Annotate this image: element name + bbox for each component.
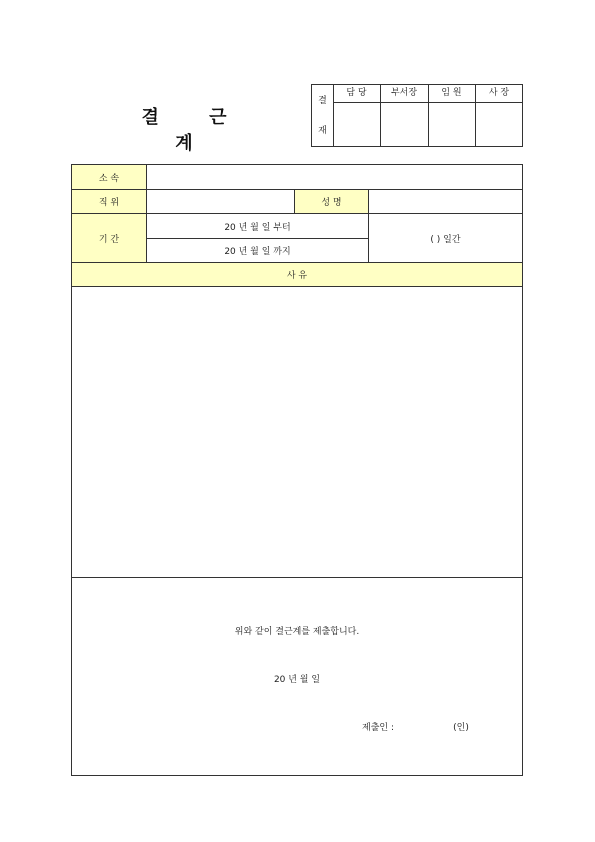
- approval-side-label-top: 결: [318, 96, 327, 106]
- approval-header-dept-head: 부서장: [390, 88, 418, 98]
- position-field[interactable]: [147, 190, 294, 213]
- position-label: 직 위: [72, 190, 146, 213]
- affiliation-field[interactable]: [147, 165, 522, 189]
- period-from-field[interactable]: 20 년 월 일 부터: [224, 222, 291, 233]
- approval-side-label-bottom: 재: [318, 126, 327, 136]
- period-to-field[interactable]: 20 년 월 일 까지: [224, 247, 291, 257]
- affiliation-label: 소 속: [72, 165, 146, 189]
- statement-text: 위와 같이 결근계를 제출합니다.: [234, 626, 360, 637]
- days-count-field[interactable]: ( ) 일간: [430, 234, 461, 245]
- reason-field[interactable]: [72, 287, 522, 577]
- submitter-label: 제출인 :: [362, 722, 394, 733]
- approval-sign-president[interactable]: [476, 103, 523, 146]
- approval-box: [311, 84, 523, 147]
- absence-form: [71, 164, 523, 776]
- seal-mark: (인): [453, 722, 469, 733]
- period-label: 기 간: [72, 214, 146, 262]
- approval-sign-dept-head[interactable]: [381, 103, 428, 146]
- document-title: 결 근 계: [141, 107, 249, 154]
- approval-header-president: 사 장: [488, 88, 510, 98]
- name-field[interactable]: [369, 190, 522, 213]
- date-line: 20 년 월 일: [273, 674, 321, 685]
- approval-sign-executive[interactable]: [429, 103, 475, 146]
- approval-header-staff: 담 당: [346, 88, 367, 98]
- name-label: 성 명: [295, 190, 368, 213]
- approval-header-executive: 임 원: [441, 88, 462, 98]
- reason-label: 사 유: [72, 263, 522, 286]
- approval-sign-staff[interactable]: [334, 103, 380, 146]
